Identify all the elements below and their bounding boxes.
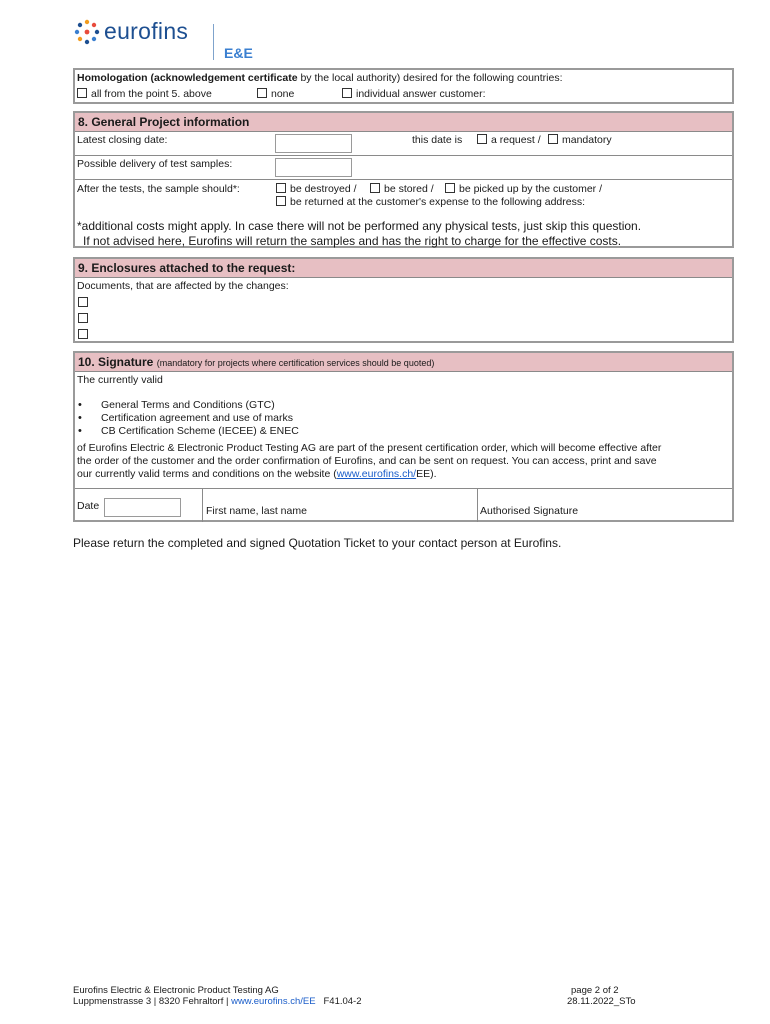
logo-subtitle: E&E [224,45,253,61]
logo-wordmark: eurofins [104,18,189,44]
checkbox[interactable] [342,88,352,98]
delivery-row [75,156,732,180]
logo-separator [213,24,214,60]
checkbox[interactable] [78,313,88,323]
signature-terms [75,372,732,489]
checkbox[interactable] [445,183,455,193]
name-label: First name, last name [206,505,307,517]
list-item: • CB Certification Scheme (IECEE) & ENEC [77,425,299,438]
form-code: F41.04-2 [323,996,362,1007]
footer-website-link[interactable]: www.eurofins.ch/EE [231,996,316,1007]
list-item: • General Terms and Conditions (GTC) [77,399,299,412]
stored-option[interactable]: be stored / [370,183,434,195]
latest-closing-label: Latest closing date: [77,134,168,146]
costs-note: *additional costs might apply. In case there will not be performed any physical tests, just skip this question. If not advised here, Eurofins will return the samples and has the right to charge for the effective costs. [77,219,642,248]
homologation-title: Homologation (acknowledgement certificate by the local authority) desired for the following countries: [77,72,563,84]
checkbox[interactable] [477,134,487,144]
signature-label: Authorised Signature [480,505,579,517]
this-date-is-label: this date is [412,134,463,146]
homologation-option-all[interactable]: all from the point 5. above [77,88,212,100]
section-9-header: 9. Enclosures attached to the request: [75,259,732,278]
footer-left [73,985,362,1007]
date-code: 28.11.2022_STo [567,996,636,1007]
checkbox[interactable] [276,183,286,193]
delivery-input[interactable] [275,158,352,177]
return-note: Please return the completed and signed Quotation Ticket to your contact person at Eurofins. [73,536,562,550]
section-8-header: 8. General Project information [75,113,732,132]
signature-row [75,489,732,522]
list-item: • Certification agreement and use of marks [77,412,299,425]
eurofins-website-link[interactable]: www.eurofins.ch/ [336,468,417,480]
signature-field[interactable] [477,489,732,522]
homologation-option-individual[interactable]: individual answer customer: [342,88,486,100]
checkbox[interactable] [78,297,88,307]
request-option[interactable]: a request / [477,134,541,146]
destroyed-option[interactable]: be destroyed / [276,183,357,195]
enclosure-checkbox-2[interactable] [78,313,92,325]
terms-list [77,399,299,438]
terms-paragraph: of Eurofins Electric & Electronic Product Testing AG are part of the present certification order, which will become effective after the order of the customer and the order confirmation of Eurofins, and can be sent on request. You can access, print and save our currently valid terms and conditions on the website (www.eurofins.ch/EE). [77,442,662,480]
page-number: page 2 of 2 [571,985,619,996]
footer-right [567,985,636,1007]
checkbox[interactable] [276,196,286,206]
footer-company: Eurofins Electric & Electronic Product Testing AG [73,985,279,996]
checkbox[interactable] [78,329,88,339]
homologation-option-none[interactable]: none [257,88,294,100]
currently-valid-label: The currently valid [77,374,163,386]
enclosure-checkbox-3[interactable] [78,329,92,341]
documents-label: Documents, that are affected by the changes: [77,280,289,292]
date-input[interactable] [104,498,181,517]
section-general-project [73,111,734,248]
mandatory-option[interactable]: mandatory [548,134,612,146]
section-signature [73,351,734,522]
delivery-label: Possible delivery of test samples: [77,158,233,170]
section-enclosures [73,257,734,343]
after-tests-row [75,180,732,250]
date-label: Date [77,500,100,512]
enclosure-checkbox-1[interactable] [78,297,92,309]
latest-closing-row [75,132,732,156]
latest-closing-input[interactable] [275,134,352,153]
after-tests-label: After the tests, the sample should*: [77,183,240,195]
checkbox[interactable] [77,88,87,98]
name-field[interactable] [202,489,477,522]
returned-option[interactable]: be returned at the customer's expense to the following address: [276,196,585,208]
picked-up-option[interactable]: be picked up by the customer / [445,183,602,195]
eurofins-dots-icon [74,19,100,45]
checkbox[interactable] [257,88,267,98]
eurofins-logo [74,16,274,62]
checkbox[interactable] [370,183,380,193]
homologation-box [73,68,734,104]
footer-address: Luppmenstrasse 3 | 8320 Fehraltorf | www.eurofins.ch/EE F41.04-2 [73,996,362,1007]
checkbox[interactable] [548,134,558,144]
section-10-header: 10. Signature (mandatory for projects where certification services should be quoted) [75,353,732,372]
